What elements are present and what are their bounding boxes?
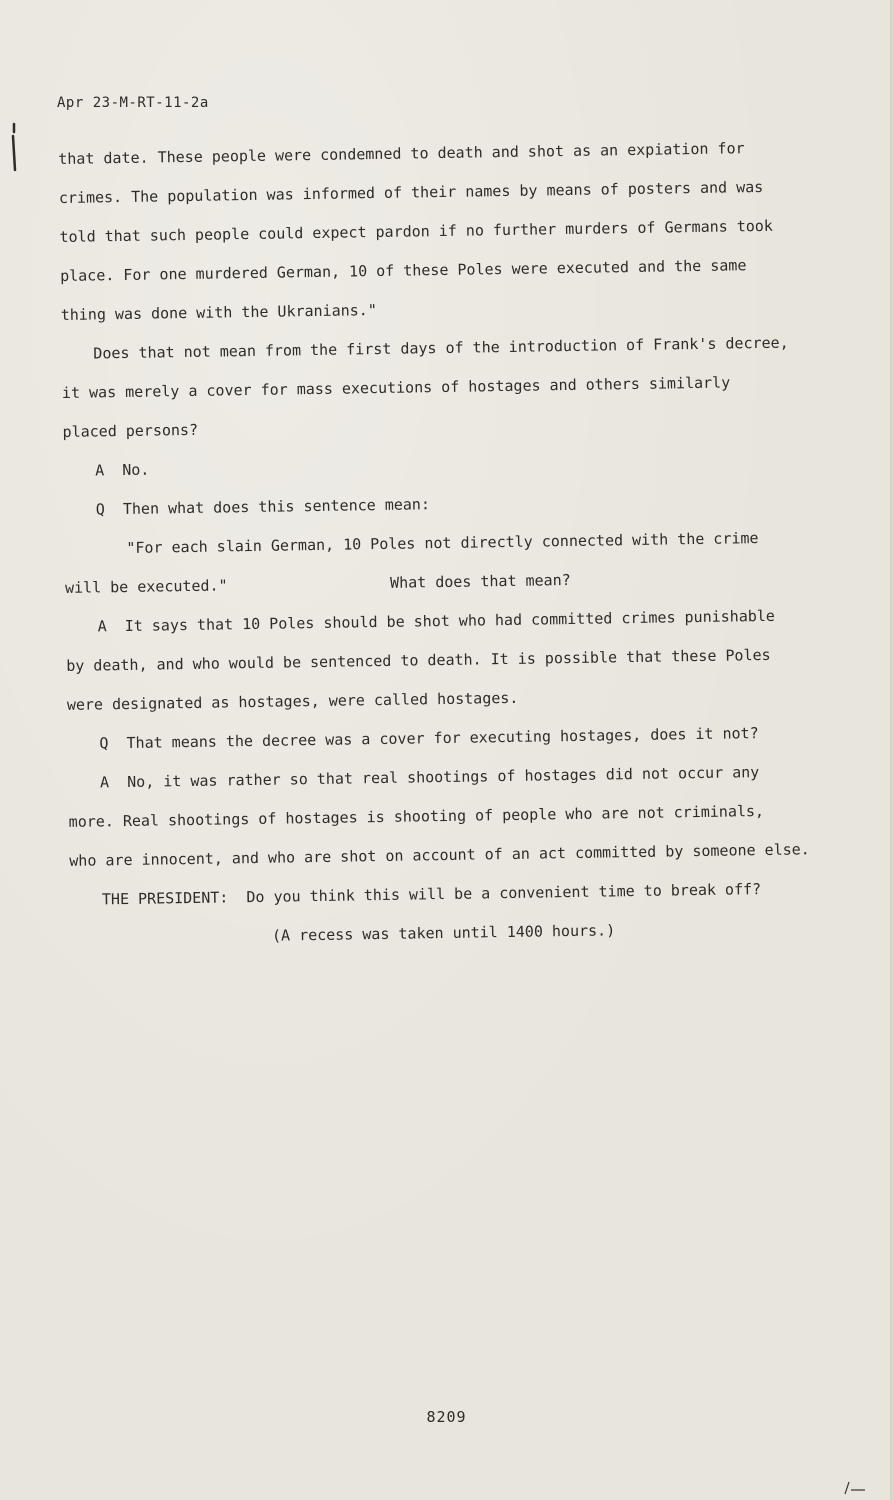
transcript-line: were designated as hostages, were called hostages.: [66, 688, 519, 714]
recess-note: (A recess was taken until 1400 hours.): [271, 921, 616, 945]
document-header-code: Apr 23-M-RT-11-2a: [57, 95, 209, 111]
transcript-line: THE PRESIDENT: Do you think this will be a convenient time to break off?: [101, 880, 762, 909]
corner-scribble: [835, 1478, 875, 1496]
transcript-line: will be executed." What does that mean?: [64, 571, 571, 597]
transcript-line: A No, it was rather so that real shootings of hostages did not occur any: [99, 763, 760, 792]
transcript-line: place. For one murdered German, 10 of these Poles were executed and the same: [59, 256, 747, 285]
transcript-line: it was merely a cover for mass executions of hostages and others similarly: [61, 373, 731, 402]
transcript-line: crimes. The population was informed of their names by means of posters and was: [58, 177, 764, 207]
transcript-line: Does that not mean from the first days of the introduction of Frank's decree,: [93, 333, 789, 363]
transcript-line: A No.: [95, 460, 150, 480]
transcript-line: who are innocent, and who are shot on account of an act committed by someone else.: [69, 840, 810, 870]
transcript-line: "For each slain German, 10 Poles not directly connected with the crime: [126, 529, 759, 557]
margin-pencil-mark: [10, 122, 18, 172]
transcript-line: A It says that 10 Poles should be shot who had committed crimes punishable: [97, 606, 776, 636]
transcript-line: more. Real shootings of hostages is shooting of people who are not criminals,: [68, 801, 765, 831]
transcript-line: placed persons?: [62, 420, 199, 441]
transcript-line: that date. These people were condemned to death and shot as an expiation for: [58, 139, 745, 168]
transcript-body: [58, 128, 840, 920]
page-number: 8209: [426, 1408, 467, 1426]
transcript-line: thing was done with the Ukranians.": [60, 301, 377, 324]
transcript-line: by death, and who would be sentenced to death. It is possible that these Poles: [66, 645, 771, 675]
transcript-line: told that such people could expect pardon if no further murders of Germans took: [59, 216, 774, 246]
transcript-line: Q That means the decree was a cover for executing hostages, does it not?: [99, 724, 759, 753]
transcript-line: Q Then what does this sentence mean:: [95, 495, 431, 519]
